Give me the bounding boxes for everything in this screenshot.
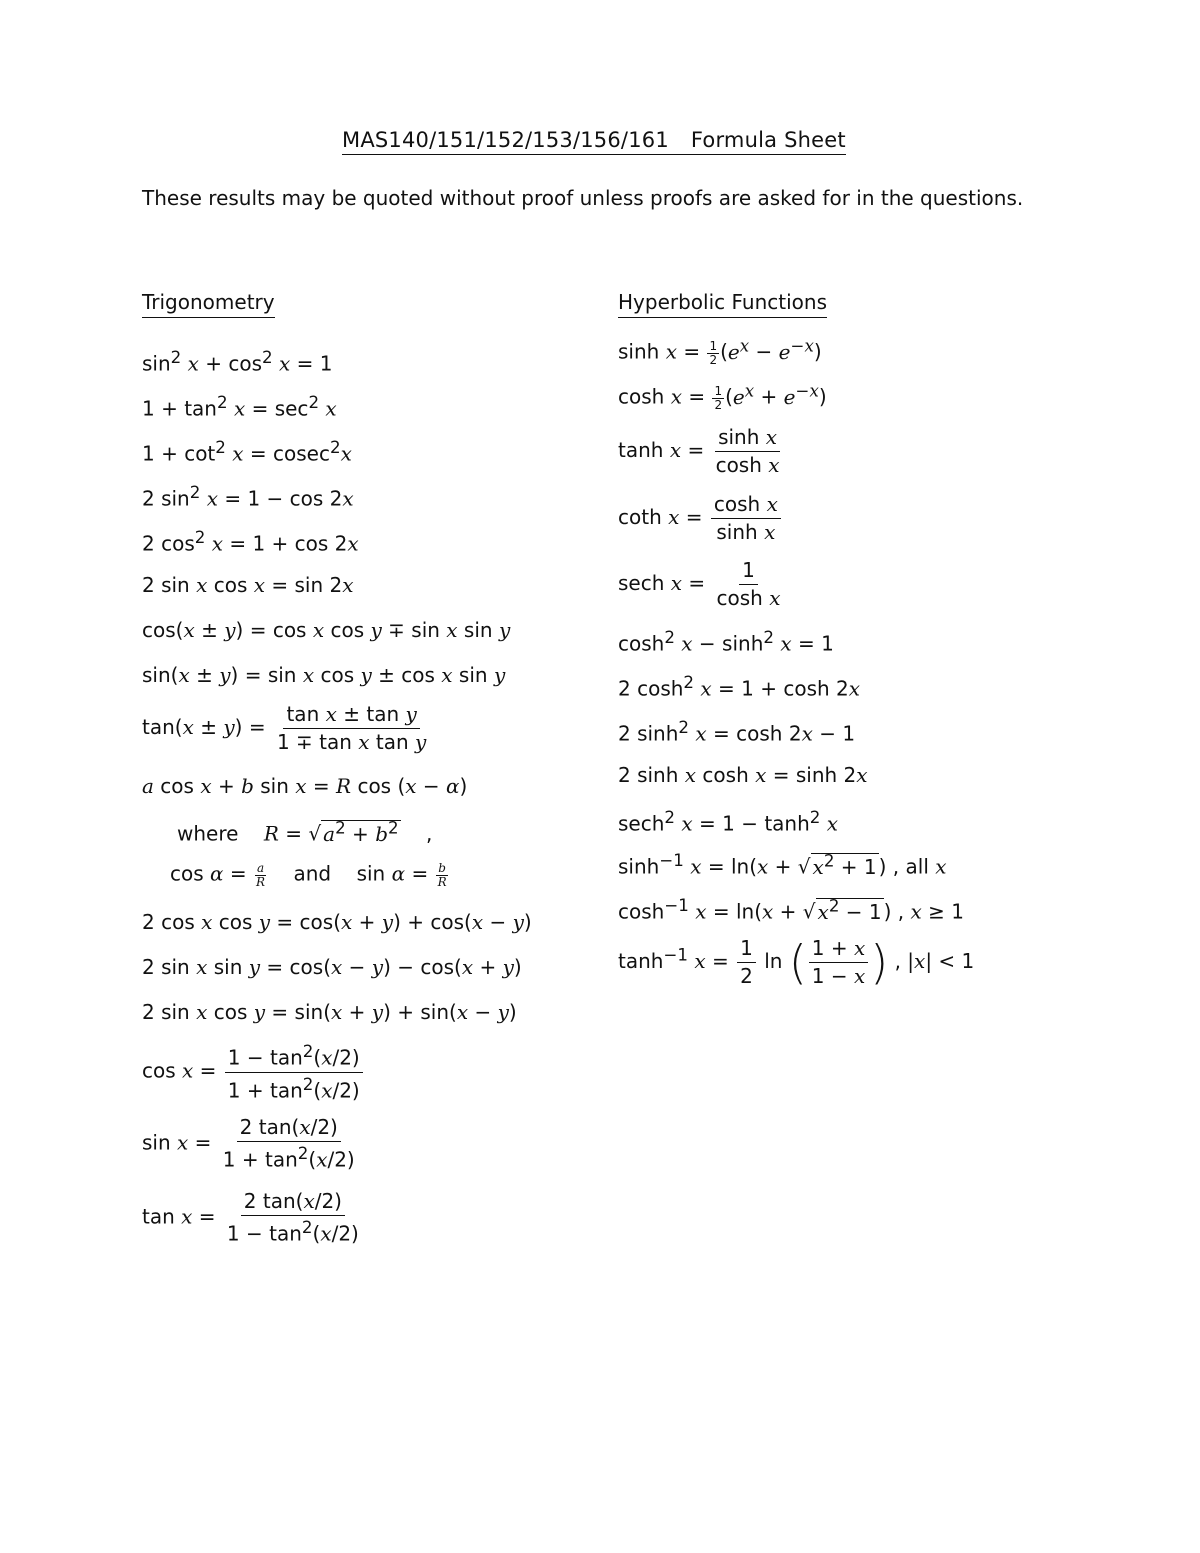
trig-identity-1: $\sin^2 x + \cos^2 x = 1$ xyxy=(142,348,333,376)
hyperbolic-heading: Hyperbolic Functions xyxy=(618,290,827,318)
course-codes: MAS140/151/152/153/156/161 xyxy=(342,128,669,152)
all-word: all xyxy=(905,854,929,879)
trig-identity-4: 2 $\sin^2 x = 1 - \cos 2x$ xyxy=(142,483,354,511)
trig-identity-10-alpha: cos α = $\frac{a}{R}$ and sin α = $\frac{b}{R}$ xyxy=(170,861,447,889)
trig-identity-2: $1 + \tan^2 x = \sec^2 x$ xyxy=(142,393,337,421)
hyp-identity-12: $\cosh^{-1} x = \ln(x$ + √ $x^2 - 1$ ) , x ≥ 1 xyxy=(618,896,964,924)
hyp-identity-2: cosh x = $\frac{1}{2}$ $(e^x + e^{-x})$ xyxy=(618,381,827,412)
where-word: where xyxy=(177,821,239,846)
hyp-identity-11: $\sinh^{-1} x = \ln(x$ + √ $x^2 + 1$ ) , all x xyxy=(618,851,947,879)
trig-identity-13: 2 sin x cos y = sin(x + y) + sin(x − y) xyxy=(142,1000,517,1024)
hyp-identity-10: sech$^2$ $x = 1 - \tanh^2 x$ xyxy=(618,808,839,836)
hyp-identity-8: 2 $\sinh^2 x = \cosh 2x - 1$ xyxy=(618,718,856,746)
trig-identity-10: a cos x + b sin x = R cos (x − α) xyxy=(142,774,468,798)
page-title xyxy=(342,128,846,155)
trig-identity-15: sin x = $\frac{2 \tan(x/2)}{1 + \tan^2(x/2)}$ xyxy=(142,1115,355,1172)
trig-identity-3: $1 + \cot^2 x = cosec^2x$ xyxy=(142,438,352,466)
trig-identity-10-where: where R = √ $a^2 + b^2$ , xyxy=(177,818,433,846)
hyp-identity-13: $\tanh^{-1} x$ = $\frac{1}{2}$ ln ( $\frac{1 + x}{1 - x}$ ) , |x| < 1 xyxy=(618,935,975,990)
trig-identity-9: tan(x ± y) = $\frac{\text{tan x ± tan y}}{\text{1 ∓ tan x tan y}}$ xyxy=(142,702,427,754)
hyp-identity-4: coth x = $\frac{\text{cosh x}}{\text{sinh x}}$ xyxy=(618,494,783,543)
trigonometry-heading: Trigonometry xyxy=(142,290,275,318)
trig-identity-6: 2 sin x cos x = sin 2x xyxy=(142,573,354,597)
hyp-identity-3: tanh x = $\frac{\text{sinh x}}{\text{cosh x}}$ xyxy=(618,425,780,477)
comma-1: , xyxy=(426,821,433,846)
hyp-identity-1: sinh x = $\frac{1}{2}$ $(e^x - e^{-x})$ xyxy=(618,336,822,367)
trig-identity-16: tan x = $\frac{2 \tan(x/2)}{1 - \tan^2(x/2)}$ xyxy=(142,1189,359,1246)
hyp-identity-6: $\cosh^2 x - \sinh^2 x = 1$ xyxy=(618,628,834,656)
hyp-identity-9: 2 sinh x cosh x = sinh 2x xyxy=(618,763,868,787)
trig-identity-12: 2 sin x sin y = cos(x − y) − cos(x + y) xyxy=(142,955,522,979)
sheet-title: Formula Sheet xyxy=(690,128,846,152)
trig-identity-8: sin(x ± y) = sin x cos y ± cos x sin y xyxy=(142,663,506,687)
trig-identity-14: cos x = $\frac{1 - \tan^2(x/2)}{1 + \tan^2(x/2)}$ xyxy=(142,1043,365,1101)
and-word: and xyxy=(293,861,332,886)
trig-identity-5: 2 $\cos^2 x = 1 + \cos 2x$ xyxy=(142,528,359,556)
trig-identity-7: cos(x ± y) = cos x cos y ∓ sin x sin y xyxy=(142,618,511,642)
hyp-identity-7: 2 $\cosh^2 x = 1 + \cosh 2x$ xyxy=(618,673,861,701)
hyp-identity-5: sech x = $\frac{1}{\text{cosh x}}$ xyxy=(618,558,781,610)
trig-identity-11: 2 cos x cos y = cos(x + y) + cos(x − y) xyxy=(142,910,532,934)
intro-text: These results may be quoted without proof unless proofs are asked for in the questions. xyxy=(142,186,1024,210)
